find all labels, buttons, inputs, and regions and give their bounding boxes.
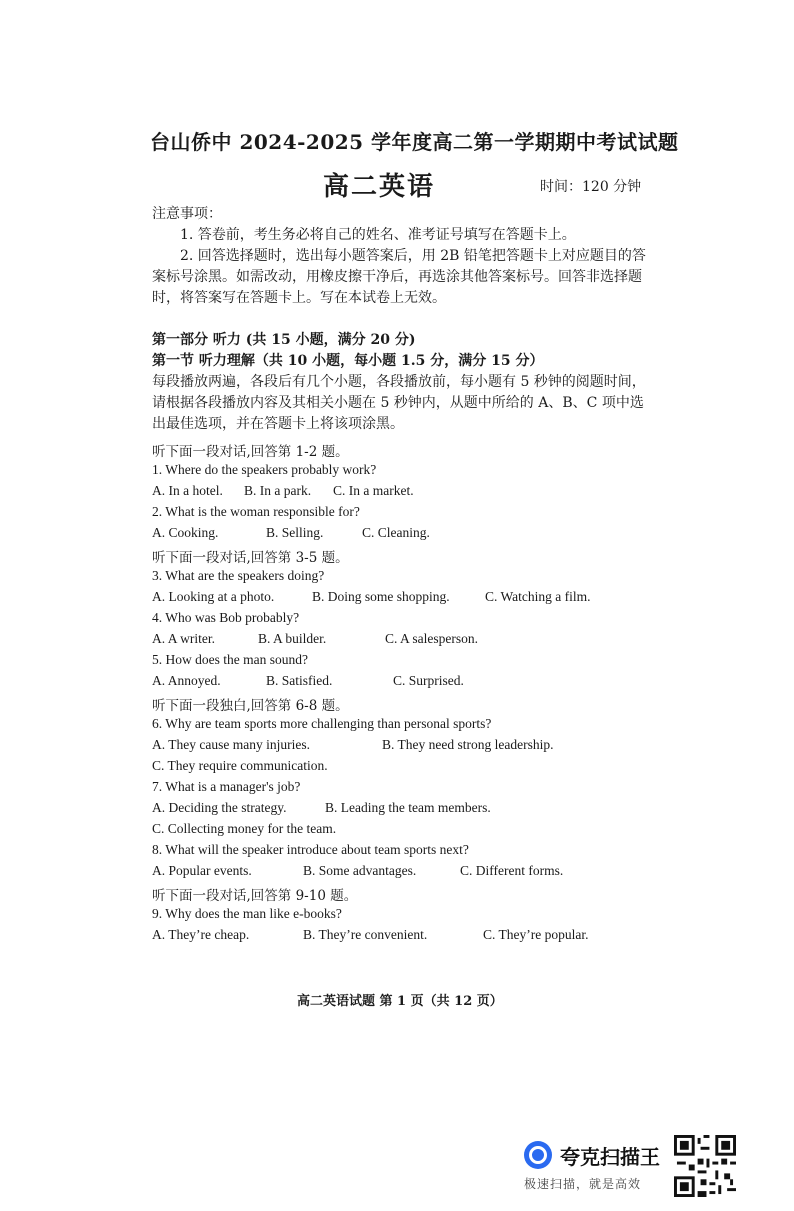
q5-option-c: C. Surprised.	[393, 673, 464, 688]
question-1: 1. Where do the speakers probably work?	[152, 462, 377, 477]
prompt-1-2: 听下面一段对话,回答第 1-2 题。	[152, 444, 349, 460]
q2-option-a: A. Cooking.	[152, 525, 219, 540]
q8-option-c: C. Different forms.	[460, 863, 564, 878]
prompt-3-5: 听下面一段对话,回答第 3-5 题。	[152, 550, 349, 566]
time-limit: 时间：120 分钟	[540, 179, 642, 195]
q4-option-b: B. A builder.	[258, 631, 327, 646]
q7-option-a: A. Deciding the strategy.	[152, 800, 287, 815]
q6-option-c: C. They require communication.	[152, 758, 328, 773]
page-footer: 高二英语试题 第 1 页（共 12 页）	[297, 994, 503, 1009]
prompt-6-8: 听下面一段独白,回答第 6-8 题。	[152, 698, 349, 714]
q4-option-c: C. A salesperson.	[385, 631, 478, 646]
q3-option-a: A. Looking at a photo.	[152, 589, 275, 604]
q3-option-b: B. Doing some shopping.	[312, 589, 450, 604]
prompt-9-10: 听下面一段对话,回答第 9-10 题。	[152, 888, 358, 904]
scanner-watermark	[520, 1135, 750, 1197]
q1-option-c: C. In a market.	[333, 483, 414, 498]
scanner-app-name: 夸克扫描王	[560, 1145, 660, 1169]
q4-option-a: A. A writer.	[152, 631, 215, 646]
q5-option-b: B. Satisfied.	[266, 673, 333, 688]
question-6: 6. Why are team sports more challenging than personal sports?	[152, 716, 492, 731]
notice-section	[152, 204, 652, 309]
q2-option-c: C. Cleaning.	[362, 525, 430, 540]
scanner-slogan: 极速扫描，就是高效	[524, 1177, 642, 1191]
q7-option-b: B. Leading the team members.	[325, 800, 491, 815]
question-5: 5. How does the man sound?	[152, 652, 308, 667]
q9-option-c: C. They’re popular.	[483, 927, 589, 942]
subject-title: 高二英语	[323, 172, 436, 202]
scanner-logo-icon	[524, 1141, 552, 1169]
exam-title: 台山侨中 2024-2025 学年度高二第一学期期中考试试题	[150, 130, 679, 154]
q3-option-c: C. Watching a film.	[485, 589, 591, 604]
question-3: 3. What are the speakers doing?	[152, 568, 325, 583]
q2-option-b: B. Selling.	[266, 525, 324, 540]
notice-item-1: 1. 答卷前，考生务必将自己的姓名、准考证号填写在答题卡上。	[180, 227, 576, 243]
q6-option-a: A. They cause many injuries.	[152, 737, 310, 752]
question-7: 7. What is a manager's job?	[152, 779, 301, 794]
listening-instructions: 每段播放两遍，各段后有几个小题，各段播放前，每小题有 5 秒钟的阅题时间，请根据各段播放内容及其相关小题在 5 秒钟内，从题中所给的 A、B、C 项中选出最佳选项，并在答题卡上将该项涂黑。	[152, 374, 646, 432]
part1-heading: 第一部分 听力 (共 15 小题，满分 20 分)	[152, 332, 416, 348]
q7-option-c: C. Collecting money for the team.	[152, 821, 337, 836]
q5-option-a: A. Annoyed.	[152, 673, 221, 688]
q9-option-a: A. They’re cheap.	[152, 927, 250, 942]
q9-option-b: B. They’re convenient.	[303, 927, 428, 942]
q8-option-a: A. Popular events.	[152, 863, 252, 878]
question-2: 2. What is the woman responsible for?	[152, 504, 360, 519]
question-4: 4. Who was Bob probably?	[152, 610, 300, 625]
q8-option-b: B. Some advantages.	[303, 863, 417, 878]
q1-option-a: A. In a hotel.	[152, 483, 223, 498]
notice-item-2: 2. 回答选择题时，选出每小题答案后，用 2B 铅笔把答题卡上对应题目的答案标号涂黑。如需改动，用橡皮擦干净后，再选涂其他答案标号。回答非选择题时，将答案写在答题卡上。写在本试卷上无效。	[152, 248, 646, 306]
qr-code-icon	[674, 1135, 736, 1197]
notice-heading: 注意事项：	[152, 206, 222, 222]
q1-option-b: B. In a park.	[244, 483, 312, 498]
question-9: 9. Why does the man like e-books?	[152, 906, 342, 921]
section1-heading: 第一节 听力理解（共 10 小题，每小题 1.5 分，满分 15 分）	[152, 353, 544, 369]
question-8: 8. What will the speaker introduce about team sports next?	[152, 842, 469, 857]
q6-option-b: B. They need strong leadership.	[382, 737, 554, 752]
